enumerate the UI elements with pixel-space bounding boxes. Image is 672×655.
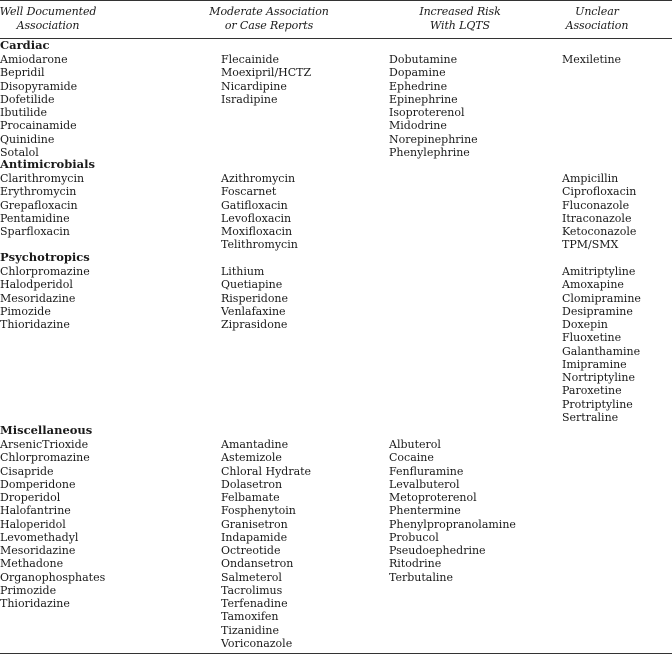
drug-name: Felbamate [221, 491, 280, 505]
section-title-cardiac: Cardiac [0, 38, 50, 52]
column-header-line: or Case Reports [224, 19, 314, 32]
drug-name: Halodperidol [0, 278, 73, 292]
drug-name: Tacrolimus [221, 583, 283, 597]
column-header-line: Well Documented [0, 5, 97, 18]
column-header-line: Association [565, 19, 629, 32]
drug-name: Itraconazole [562, 211, 632, 225]
drug-list-psychotropics-col4 [562, 265, 641, 424]
drug-list-psychotropics-col1 [0, 265, 90, 331]
column-header-well-documented [0, 5, 148, 33]
section-title-psychotropics: Psychotropics [0, 250, 90, 264]
drug-name: Imipramine [562, 357, 627, 371]
drug-name: Bepridil [0, 66, 45, 80]
drug-name: Desipramine [562, 304, 633, 318]
drug-name: Mesoridazine [0, 544, 76, 558]
drug-name: Phentermine [389, 504, 461, 518]
column-header-unclear-association [497, 5, 672, 33]
drug-list-miscellaneous-col1 [0, 438, 105, 610]
drug-list-cardiac-col2 [221, 53, 311, 106]
drug-name: Terfenadine [221, 597, 288, 611]
drug-name: Foscarnet [221, 185, 277, 199]
column-header-line: Moderate Association [209, 5, 329, 18]
drug-name: Fenfluramine [389, 464, 464, 478]
drug-name: Pentamidine [0, 211, 70, 225]
drug-name: Ampicillin [562, 172, 619, 185]
drug-name: Isoproterenol [389, 106, 465, 120]
drug-name: Cisapride [0, 464, 54, 478]
drug-list-miscellaneous-col3 [389, 438, 516, 584]
drug-name: Nortriptyline [562, 371, 636, 385]
drug-name: Ritodrine [389, 557, 442, 571]
drug-name: Indapamide [221, 530, 288, 544]
drug-name: Terbutaline [389, 570, 453, 584]
drug-name: Fosphenytoin [221, 504, 296, 518]
drug-list-psychotropics-col2 [221, 265, 288, 331]
drug-list-cardiac-col4 [562, 53, 621, 66]
header-rule [0, 38, 672, 39]
drug-name: Voriconazole [221, 636, 293, 650]
drug-name: Moxifloxacin [221, 225, 293, 239]
column-header-line: Association [16, 19, 80, 32]
drug-name: Ketoconazole [562, 225, 637, 239]
drug-name: Salmeterol [221, 570, 282, 584]
drug-name: Thioridazine [0, 318, 70, 332]
section-title-miscellaneous: Miscellaneous [0, 423, 93, 437]
drug-name: Epinephrine [389, 92, 458, 106]
drug-name: Albuterol [389, 438, 441, 451]
drug-name: Norepinephrine [389, 132, 478, 146]
drug-name: Erythromycin [0, 185, 77, 199]
drug-list-antimicrobials-col4 [562, 172, 636, 252]
drug-name: Levalbuterol [389, 477, 460, 491]
drug-name: Haloperidol [0, 517, 66, 531]
drug-name: Tizanidine [221, 623, 279, 637]
drug-name: Ciprofloxacin [562, 185, 637, 199]
drug-name: Astemizole [221, 451, 282, 465]
drug-name: Mesoridazine [0, 291, 76, 305]
drug-name: Ondansetron [221, 557, 294, 571]
drug-name: Dopamine [389, 66, 446, 80]
drug-name: Sparfloxacin [0, 225, 70, 239]
section-title-antimicrobials: Antimicrobials [0, 157, 95, 171]
drug-list-antimicrobials-col1 [0, 172, 84, 238]
drug-name: Tamoxifen [221, 610, 279, 624]
drug-name: Grepafloxacin [0, 198, 78, 212]
drug-name: Nicardipine [221, 79, 287, 93]
drug-name: Ziprasidone [221, 318, 288, 332]
drug-name: Methadone [0, 557, 64, 571]
drug-name: Ephedrine [389, 79, 448, 93]
drug-name: Mexiletine [562, 53, 622, 66]
drug-name: Disopyramide [0, 79, 78, 93]
drug-name: Domperidone [0, 477, 76, 491]
drug-name: Lithium [221, 265, 265, 278]
drug-name: Halofantrine [0, 504, 71, 518]
drug-list-antimicrobials-col2 [221, 172, 298, 252]
drug-name: Probucol [389, 530, 439, 544]
drug-list-cardiac-col3 [389, 53, 478, 159]
drug-name: Paroxetine [562, 384, 622, 398]
drug-name: Clomipramine [562, 291, 641, 305]
drug-name: Granisetron [221, 517, 288, 531]
drug-name: Fluoxetine [562, 331, 622, 345]
drug-name: Organophosphates [0, 570, 106, 584]
drug-name: Octreotide [221, 544, 281, 558]
drug-name: Moexipril/HCTZ [221, 66, 312, 80]
drug-name: Cocaine [389, 451, 434, 465]
column-header-line: Unclear [575, 5, 619, 18]
drug-name: Sotalol [0, 145, 39, 159]
drug-name: Levofloxacin [221, 211, 292, 225]
drug-name: TPM/SMX [562, 238, 619, 252]
drug-name: Quetiapine [221, 278, 283, 292]
drug-name: Phenylpropranolamine [389, 517, 516, 531]
drug-name: Amantadine [221, 438, 289, 451]
drug-list-miscellaneous-col2 [221, 438, 311, 650]
drug-name: Isradipine [221, 92, 278, 106]
drug-name: Chloral Hydrate [221, 464, 312, 478]
drug-name: Telithromycin [221, 238, 298, 252]
drug-name: Quinidine [0, 132, 55, 146]
drug-name: ArsenicTrioxide [0, 438, 89, 451]
top-rule [0, 0, 672, 1]
drug-name: Levomethadyl [0, 530, 79, 544]
drug-name: Amitriptyline [562, 265, 636, 278]
drug-name: Pimozide [0, 304, 51, 318]
drug-name: Flecainide [221, 53, 280, 66]
drug-name: Chlorpromazine [0, 265, 90, 278]
drug-name: Galanthamine [562, 344, 641, 358]
drug-name: Risperidone [221, 291, 289, 305]
drug-name: Pseudoephedrine [389, 544, 486, 558]
drug-name: Sertraline [562, 410, 619, 424]
drug-name: Gatifloxacin [221, 198, 288, 212]
drug-name: Primozide [0, 583, 57, 597]
drug-name: Amiodarone [0, 53, 68, 66]
drug-name: Phenylephrine [389, 145, 470, 159]
drug-name: Midodrine [389, 119, 447, 133]
drug-name: Clarithromycin [0, 172, 85, 185]
drug-name: Dobutamine [389, 53, 458, 66]
drug-name: Dofetilide [0, 92, 55, 106]
drug-name: Procainamide [0, 119, 77, 133]
column-header-line: Increased Risk [419, 5, 501, 18]
bottom-rule [0, 653, 672, 654]
drug-name: Chlorpromazine [0, 451, 90, 465]
column-header-moderate-association [169, 5, 369, 33]
column-header-line: With LQTS [430, 19, 490, 32]
drug-name: Azithromycin [221, 172, 296, 185]
drug-list-cardiac-col1 [0, 53, 77, 159]
drug-name: Ibutilide [0, 106, 47, 120]
drug-name: Venlafaxine [221, 304, 286, 318]
drug-name: Dolasetron [221, 477, 283, 491]
drug-name: Fluconazole [562, 198, 630, 212]
drug-name: Protriptyline [562, 397, 633, 411]
drug-name: Metoproterenol [389, 491, 477, 505]
drug-name: Amoxapine [562, 278, 624, 292]
drug-name: Doxepin [562, 318, 608, 332]
drug-name: Droperidol [0, 491, 61, 505]
drug-name: Thioridazine [0, 597, 70, 611]
